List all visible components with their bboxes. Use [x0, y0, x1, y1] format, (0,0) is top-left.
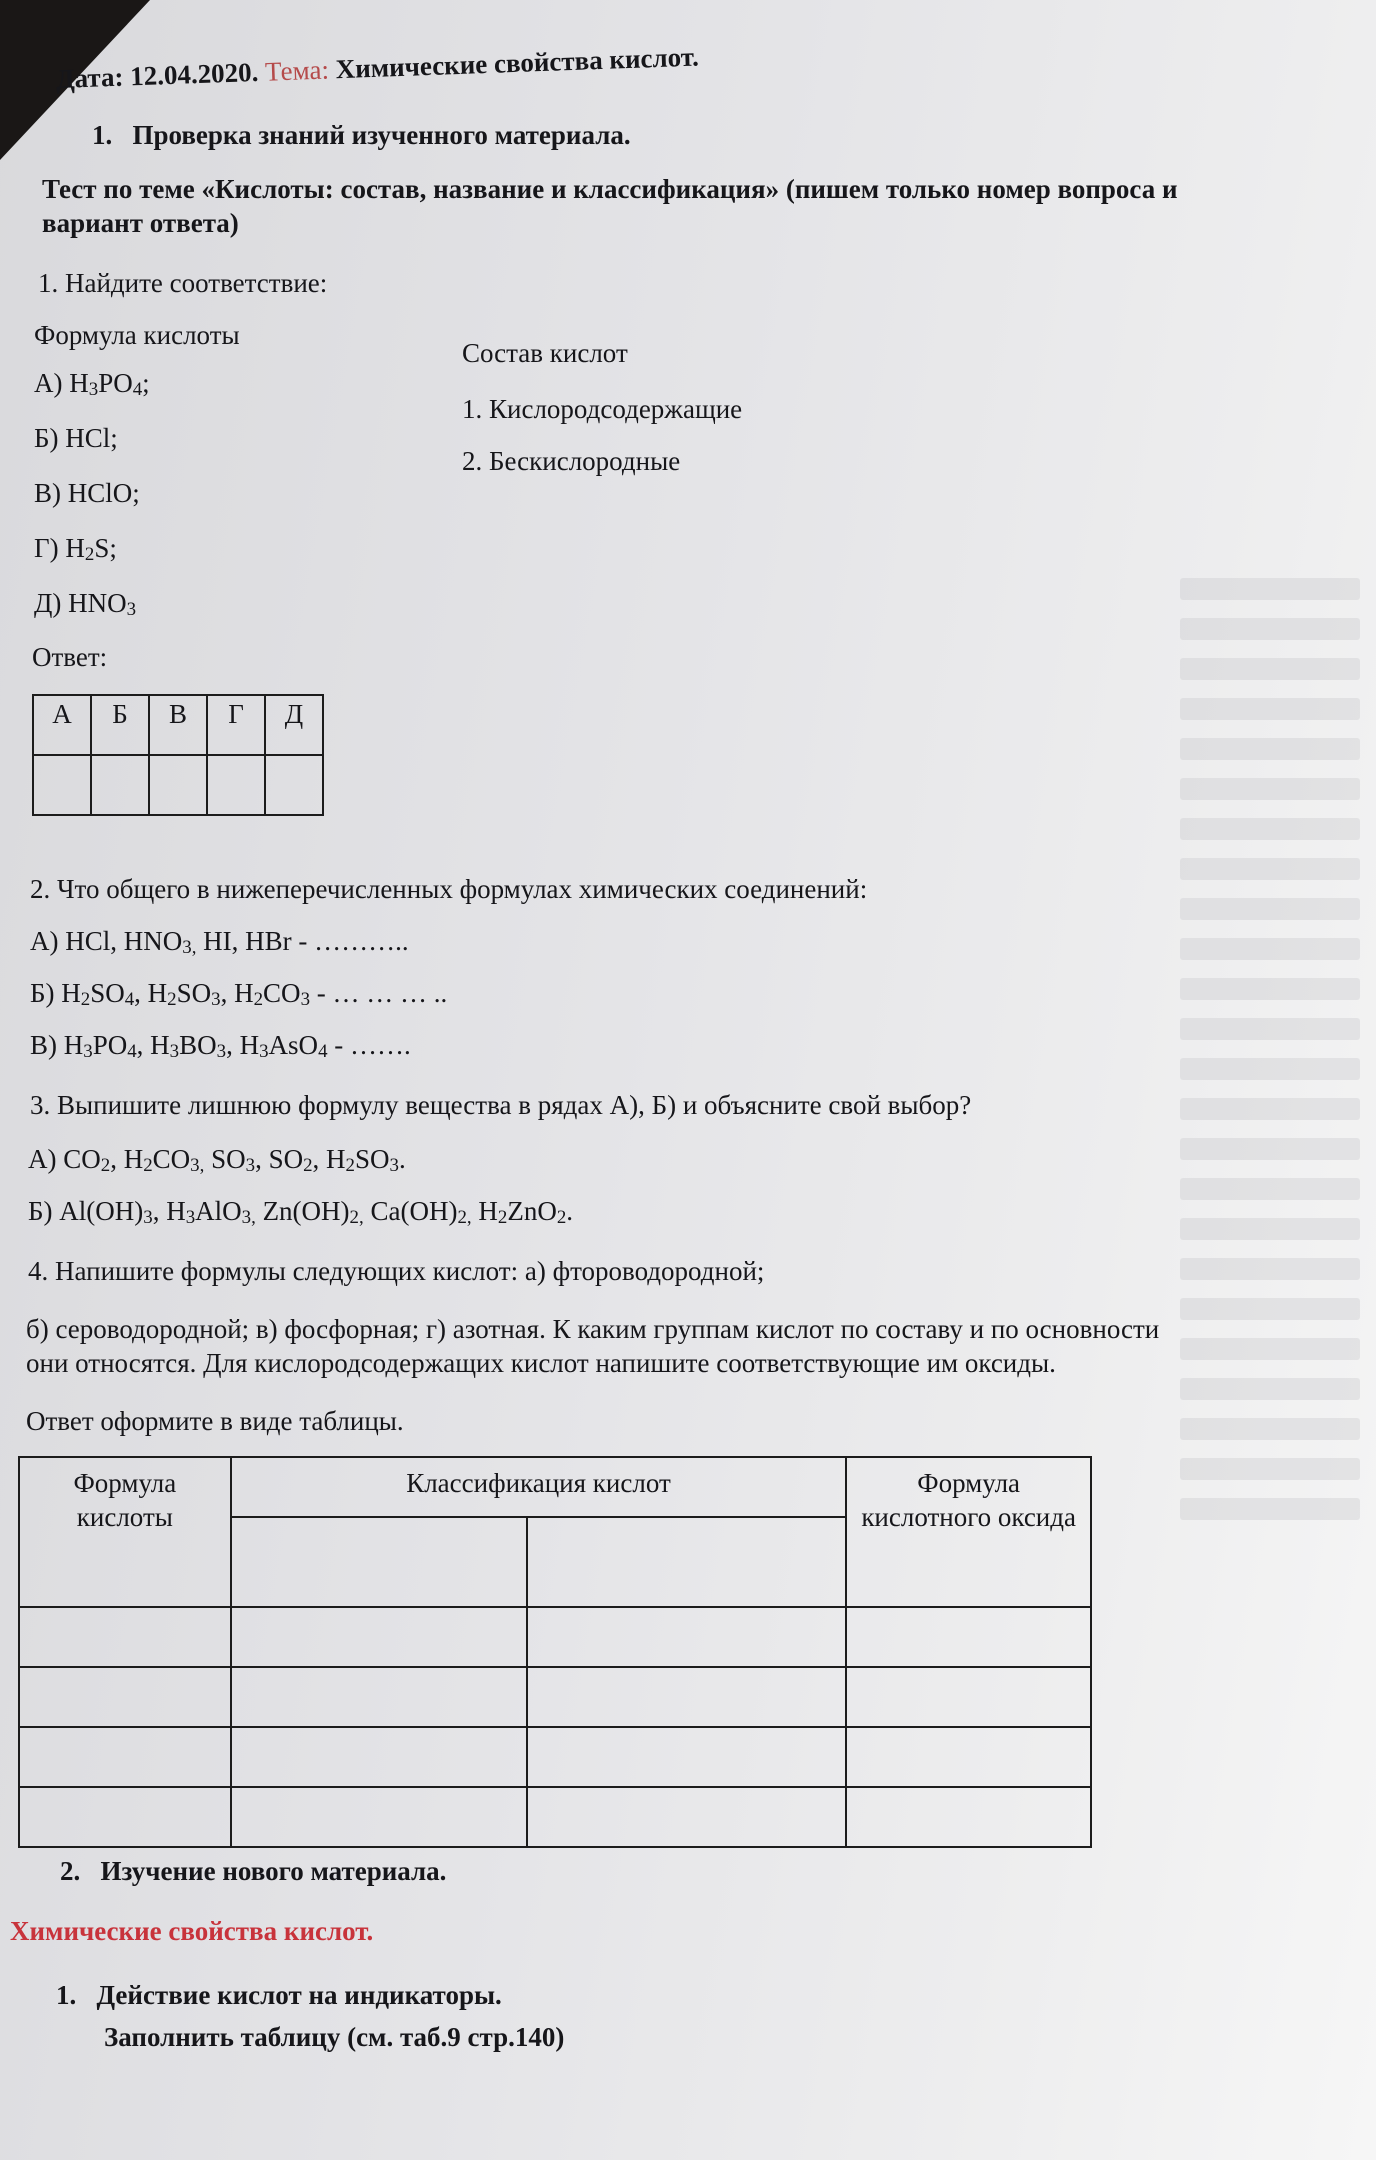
item1-task: Заполнить таблицу (см. таб.9 стр.140)	[104, 2022, 565, 2052]
q1-prompt: 1. Найдите соответствие:	[38, 268, 328, 298]
answer-header-cell: Д	[265, 695, 323, 755]
formula-text: , H	[152, 1196, 186, 1226]
table-cell	[846, 1787, 1091, 1847]
table-cell	[527, 1667, 846, 1727]
formula-subscript: 3	[259, 1040, 269, 1062]
formula-text: H	[69, 368, 89, 398]
q1-col-left: Формула кислоты	[34, 320, 240, 350]
formula-text: SO	[90, 978, 125, 1008]
section2-heading	[60, 1854, 446, 1888]
q1-option	[34, 586, 136, 620]
formula-text: PO	[98, 368, 133, 398]
formula-subscript: 4	[318, 1040, 328, 1062]
topic-title: Химические свойства кислот.	[335, 41, 700, 85]
formula-subscript: 3	[300, 988, 311, 1010]
formula-subscript: 4	[127, 1040, 137, 1062]
formula-text: .	[398, 1144, 406, 1174]
q1-option	[34, 531, 117, 565]
q3-prompt: 3. Выпишите лишнюю формулу вещества в рядах А), Б) и объясните свой выбор?	[30, 1090, 972, 1120]
q1-option	[34, 476, 140, 510]
formula-subscript: 3,	[190, 1154, 205, 1176]
table-cell	[231, 1727, 527, 1787]
formula-text: BO	[179, 1030, 217, 1060]
table-cell	[846, 1727, 1091, 1787]
q1-option	[34, 366, 150, 400]
th-class-composition	[231, 1517, 527, 1607]
q3-row	[28, 1142, 406, 1176]
formula-subscript: 3	[389, 1154, 399, 1176]
new-topic-title: Химические свойства кислот.	[10, 1916, 374, 1946]
formula-text: Zn(OH)	[255, 1196, 350, 1226]
formula-text: , H	[220, 978, 254, 1008]
test-title-line1: Тест по теме «Кислоты: состав, название и классификация» (пишем только номер вопроса и	[42, 174, 1178, 204]
q1-type: 1. Кислородсодержащие	[462, 394, 743, 424]
table-cell	[19, 1667, 231, 1727]
formula-text: AlO	[195, 1196, 242, 1226]
formula-text: CO	[152, 1144, 191, 1174]
table-cell	[527, 1607, 846, 1667]
formula-subscript: 3	[143, 1206, 153, 1228]
table-cell	[527, 1727, 846, 1787]
table-cell	[846, 1607, 1091, 1667]
section1-number: 1.	[92, 120, 113, 150]
table-cell	[231, 1607, 527, 1667]
section2-number: 2.	[60, 1856, 81, 1886]
formula-subscript: 2	[100, 1154, 111, 1176]
formula-text: , SO	[255, 1144, 304, 1174]
item1-heading	[56, 1978, 502, 2012]
section1-heading	[92, 118, 631, 152]
formula-text: ZnO	[507, 1196, 557, 1226]
formula-text: , H	[110, 1144, 144, 1174]
formula-text: SO	[176, 978, 212, 1008]
q4-line2: б) сероводородной; в) фосфорная; г) азотная. К каким группам кислот по составу и по основности	[26, 1314, 1160, 1344]
formula-text: CO	[263, 978, 301, 1008]
formula-text: А) HCl, HNO	[30, 926, 183, 956]
answer-header-cell: Б	[91, 695, 149, 755]
formula-subscript: 2	[80, 988, 91, 1010]
formula-text: Б) H	[30, 978, 81, 1008]
header-line	[55, 40, 699, 96]
formula-text: Б) Al(OH)	[28, 1196, 144, 1226]
answer-cell[interactable]	[149, 755, 207, 815]
formula-subscript: 2	[345, 1154, 355, 1176]
formula-subscript: 3,	[241, 1206, 256, 1228]
formula-text: , H	[136, 1030, 170, 1060]
table-cell	[19, 1607, 231, 1667]
option-letter: Г)	[34, 533, 66, 563]
th-classification: Классификация кислот	[231, 1457, 847, 1517]
table-cell	[846, 1667, 1091, 1727]
answer-cell[interactable]	[91, 755, 149, 815]
formula-text: , H	[312, 1144, 346, 1174]
formula-text: SO	[204, 1144, 246, 1174]
q2-row	[30, 976, 447, 1010]
formula-subscript: 2,	[349, 1206, 364, 1228]
section1-title: Проверка знаний изученного материала.	[132, 120, 631, 150]
formula-subscript: 2	[253, 988, 264, 1010]
option-letter: Д)	[34, 588, 69, 618]
th-oxide: Формула кислотного оксида	[846, 1457, 1091, 1607]
q4-line3: они относятся. Для кислородсодержащих кислот напишите соответствующие им оксиды.	[26, 1348, 1056, 1378]
item1-number: 1.	[56, 1980, 77, 2010]
date-label: Дата: 12.04.2020.	[55, 56, 259, 94]
formula-text: HNO	[68, 588, 127, 618]
tema-label: Тема:	[264, 54, 330, 87]
formula-subscript: 3,	[182, 936, 197, 958]
formula-text: H	[65, 533, 85, 563]
formula-subscript: 3	[169, 1040, 180, 1062]
answer-table	[32, 694, 324, 816]
answer-header-cell: В	[149, 695, 207, 755]
formula-subscript: 3	[185, 1206, 196, 1228]
q1-option	[34, 421, 118, 455]
q4-line4: Ответ оформите в виде таблицы.	[26, 1406, 404, 1436]
formula-subscript: 3	[83, 1040, 93, 1062]
answer-cell[interactable]	[207, 755, 265, 815]
section2-title: Изучение нового материала.	[100, 1856, 447, 1886]
formula-text: AsO	[268, 1030, 319, 1060]
formula-text: А) CO	[28, 1144, 101, 1174]
formula-text: - … … … ..	[310, 978, 448, 1008]
formula-text: , H	[226, 1030, 260, 1060]
formula-subscript: 2,	[457, 1206, 472, 1228]
table-cell	[19, 1727, 231, 1787]
table-cell	[527, 1787, 846, 1847]
formula-text: Ca(OH)	[363, 1196, 458, 1226]
formula-text: HCl;	[65, 423, 118, 453]
th-formula: Формула кислоты	[19, 1457, 231, 1607]
q2-prompt: 2. Что общего в нижеперечисленных формулах химических соединений:	[30, 874, 868, 904]
q1-type: 2. Бескислородные	[462, 446, 681, 476]
answer-header-cell: Г	[207, 695, 265, 755]
formula-subscript: 4	[124, 988, 135, 1010]
q2-row	[30, 924, 409, 958]
th-class-basicity	[527, 1517, 846, 1607]
formula-text: HClO;	[67, 478, 140, 508]
formula-text: H	[471, 1196, 498, 1226]
formula-text: В) H	[30, 1030, 84, 1060]
answer-header-cell: А	[33, 695, 91, 755]
answer-cell[interactable]	[265, 755, 323, 815]
classification-table	[18, 1456, 1092, 1848]
formula-text: S;	[94, 533, 117, 563]
q2-row	[30, 1028, 411, 1062]
table-cell	[231, 1787, 527, 1847]
q3-row	[28, 1194, 573, 1228]
formula-subscript: 3	[88, 378, 99, 400]
q1-col-right: Состав кислот	[462, 338, 628, 368]
formula-subscript: 2	[497, 1206, 508, 1228]
formula-subscript: 2	[167, 988, 177, 1010]
answer-cell[interactable]	[33, 755, 91, 815]
formula-subscript: 3	[126, 598, 137, 620]
table-cell	[19, 1787, 231, 1847]
q4-line1: 4. Напишите формулы следующих кислот: а) фтороводородной;	[28, 1256, 765, 1286]
formula-text: .	[566, 1196, 574, 1226]
test-title-line2: вариант ответа)	[42, 208, 239, 238]
formula-subscript: 2	[143, 1154, 153, 1176]
formula-subscript: 2	[84, 543, 95, 565]
formula-text: - …….	[327, 1030, 411, 1060]
answer-label: Ответ:	[32, 642, 108, 672]
formula-text: HI, HBr - ………..	[196, 926, 409, 956]
option-letter: Б)	[34, 423, 66, 453]
option-letter: В)	[34, 478, 68, 508]
formula-subscript: 3	[211, 988, 221, 1010]
item1-title: Действие кислот на индикаторы.	[96, 1980, 502, 2010]
formula-subscript: 2	[556, 1206, 567, 1228]
formula-subscript: 2	[303, 1154, 313, 1176]
formula-subscript: 4	[132, 378, 143, 400]
option-letter: А)	[34, 368, 70, 398]
formula-subscript: 3	[245, 1154, 256, 1176]
formula-text: PO	[92, 1030, 128, 1060]
formula-text: ;	[142, 368, 150, 398]
formula-text: , H	[134, 978, 168, 1008]
formula-subscript: 3	[216, 1040, 227, 1062]
formula-text: SO	[354, 1144, 390, 1174]
table-cell	[231, 1667, 527, 1727]
